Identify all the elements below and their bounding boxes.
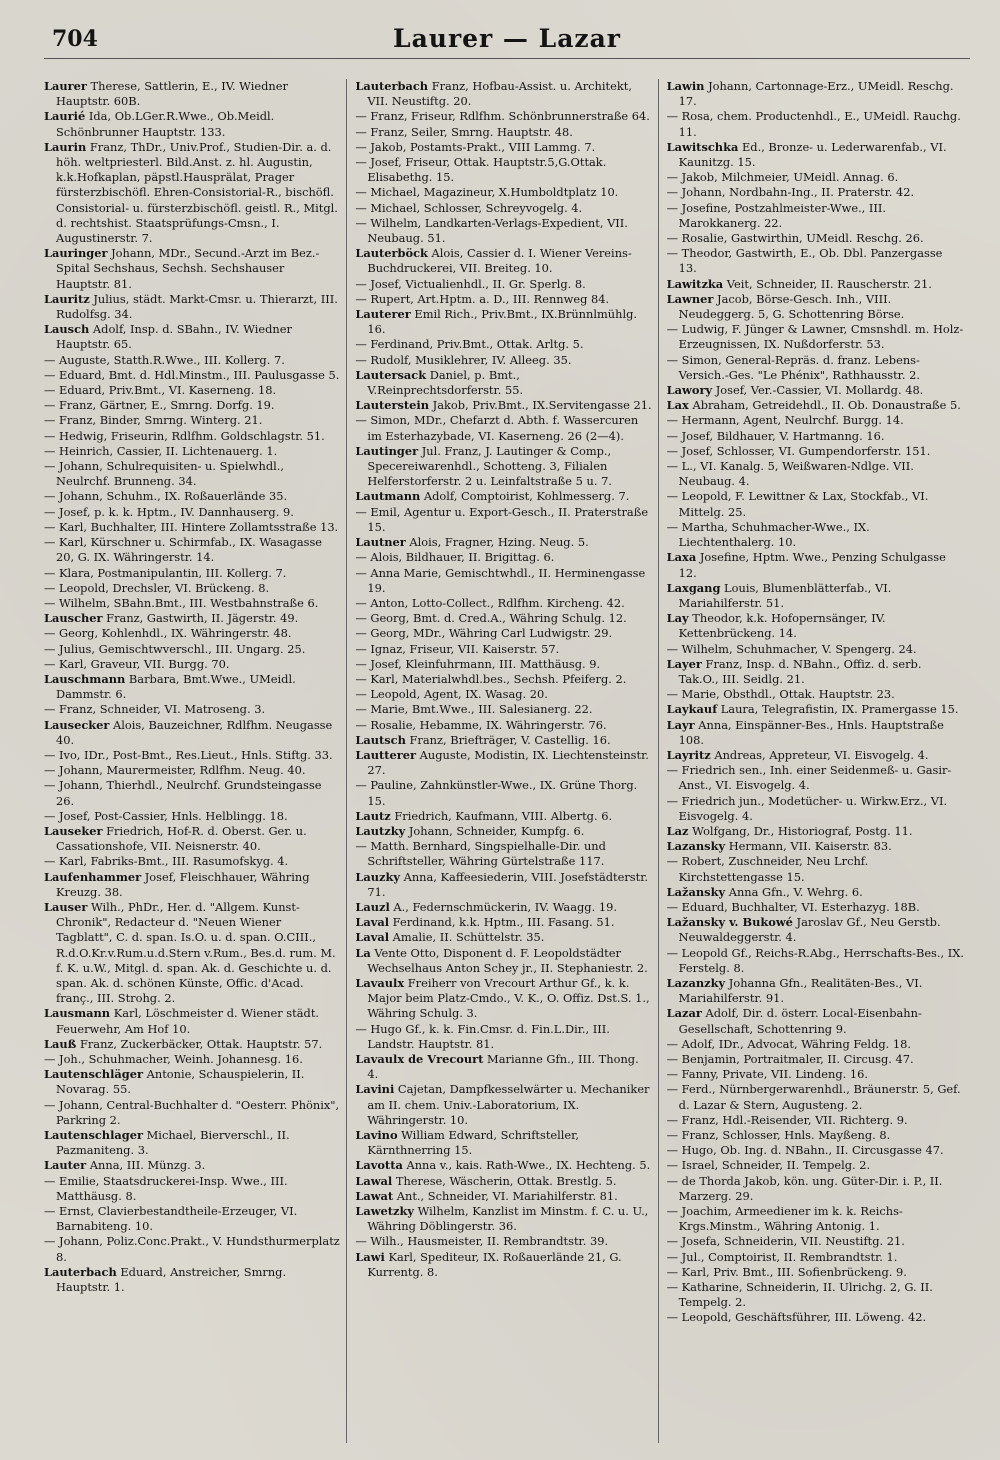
directory-entry: — Theodor, Gastwirth, E., Ob. Dbl. Panzergasse 13. (666, 246, 943, 276)
directory-entry: Lažansky v. Bukowé Jaroslav Gf., Neu Gerstb. Neuwaldeggerstr. 4. (666, 915, 941, 945)
directory-entry: — Ferd., Nürnbergerwarenhdl., Bräunerstr. 5, Gef. d. Lazar & Stern, Augusteng. 2. (666, 1082, 961, 1112)
directory-entry: Lauß Franz, Zuckerbäcker, Ottak. Hauptstr. 57. (44, 1036, 323, 1051)
directory-entry: — Josef, Friseur, Ottak. Hauptstr.5,G.Ottak. Elisabethg. 15. (355, 155, 607, 185)
directory-entry: La Vente Otto, Disponent d. F. Leopoldstädter Wechselhaus Anton Schey jr., II. Stephaniestr. 2. (355, 945, 648, 975)
directory-entry: — Georg, Bmt. d. Cred.A., Währing Schulg. 12. (355, 611, 627, 626)
directory-entry: — Ivo, IDr., Post-Bmt., Res.Lieut., Hnls. Stiftg. 33. (44, 747, 333, 762)
directory-entry: — Josef, Victualienhdl., II. Gr. Sperlg. 8. (355, 276, 586, 291)
directory-entry: — Eduard, Priv.Bmt., VI. Kaserneng. 18. (44, 383, 277, 398)
directory-entry: — Josef, Kleinfuhrmann, III. Matthäusg. 9. (355, 656, 601, 671)
directory-entry: — Hedwig, Friseurin, Rdlfhm. Goldschlagstr. 51. (44, 428, 325, 443)
directory-entry: — Karl, Kürschner u. Schirmfab., IX. Wasagasse 20, G. IX. Währingerstr. 14. (44, 535, 323, 565)
directory-entry: Lavotta Anna v., kais. Rath-Wwe., IX. Hechteng. 5. (355, 1158, 651, 1173)
directory-entry: — Leopold, Drechsler, VI. Brückeng. 8. (44, 580, 270, 595)
directory-entry: — Hugo Gf., k. k. Fin.Cmsr. d. Fin.L.Dir., III. Landstr. Hauptstr. 81. (355, 1021, 610, 1051)
directory-entry: — Karl, Materialwhdl.bes., Sechsh. Pfeiferg. 2. (355, 671, 627, 686)
directory-entry: Lautzky Johann, Schneider, Kumpfg. 6. (355, 823, 585, 838)
directory-entry: Lauschmann Barbara, Bmt.Wwe., UMeidl. Dammstr. 6. (44, 671, 296, 702)
directory-entry: Layr Anna, Einspänner-Bes., Hnls. Hauptstraße 108. (666, 717, 944, 747)
directory-entry: — Josef, Schlosser, VI. Gumpendorferstr. 151. (666, 443, 931, 458)
directory-entry: — Wilh., Hausmeister, II. Rembrandtstr. 39. (355, 1234, 609, 1249)
directory-entry: Lauringer Johann, MDr., Secund.-Arzt im Bez.-Spital Sechshaus, Sechsh. Sechshauser Hauptstr. 81. (44, 246, 320, 291)
directory-entry: Lawetzky Wilhelm, Kanzlist im Minstm. f. C. u. U., Währing Döblingerstr. 36. (355, 1204, 649, 1234)
column-right (667, 79, 970, 1443)
directory-entry: Lauritz Julius, städt. Markt-Cmsr. u. Thierarzt, III. Rudolfsg. 34. (44, 291, 338, 322)
directory-entry: Lautner Alois, Fragner, Hzing. Neug. 5. (355, 535, 589, 550)
directory-entry: Lautersack Daniel, p. Bmt., V.Reinprechtsdorferstr. 55. (355, 367, 524, 398)
directory-entry: — Emil, Agentur u. Export-Gesch., II. Praterstraße 15. (355, 504, 649, 534)
directory-entry: — Marie, Bmt.Wwe., III. Salesianerg. 22. (355, 702, 593, 717)
directory-entry: — Johann, Maurermeister, Rdlfhm. Neug. 40. (44, 763, 306, 778)
column-middle (355, 79, 658, 1443)
directory-entry: — L., VI. Kanalg. 5, Weißwaren-Ndlge. VII. Neubaug. 4. (666, 459, 914, 489)
directory-entry: Lausch Adolf, Insp. d. SBahn., IV. Wiedner Hauptstr. 65. (44, 322, 292, 352)
directory-entry: Lax Abraham, Getreidehdl., II. Ob. Donaustraße 5. (666, 398, 961, 413)
directory-entry: — Rosalie, Hebamme, IX. Währingerstr. 76. (355, 717, 607, 732)
directory-entry: — Hugo, Ob. Ing. d. NBahn., II. Circusgasse 47. (666, 1143, 944, 1158)
directory-entry: — Rudolf, Musiklehrer, IV. Alleeg. 35. (355, 352, 572, 367)
directory-entry: Laxa Josefine, Hptm. Wwe., Penzing Schulgasse 12. (666, 550, 946, 580)
directory-entry: — Fanny, Private, VII. Lindeng. 16. (666, 1067, 868, 1082)
directory-entry: Lawal Therese, Wäscherin, Ottak. Brestlg. 5. (355, 1173, 617, 1188)
directory-entry: — Klara, Postmanipulantin, III. Kollerg. 7. (44, 565, 287, 580)
directory-entry: — Jul., Comptoirist, II. Rembrandtstr. 1. (666, 1249, 898, 1264)
directory-entry: — Johann, Schuhm., IX. Roßauerlände 35. (44, 489, 288, 504)
directory-entry: — Marie, Obsthdl., Ottak. Hauptstr. 23. (666, 687, 895, 702)
directory-entry: Laz Wolfgang, Dr., Historiograf, Postg. 11. (666, 823, 913, 838)
directory-entry: — Franz, Seiler, Smrng. Hauptstr. 48. (355, 124, 573, 139)
directory-entry: — Johann, Thierhdl., Neulrchf. Grundsteingasse 26. (44, 778, 322, 808)
directory-entry: — Wilhelm, SBahn.Bmt., III. Westbahnstraße 6. (44, 595, 319, 610)
directory-entry: — Ludwig, F. Jünger & Lawner, Cmsnshdl. m. Holz-Erzeugnissen, IX. Nußdorferstr. 53. (666, 322, 964, 352)
directory-entry: — Julius, Gemischtwverschl., III. Ungarg. 25. (44, 641, 306, 656)
directory-entry: — Franz, Hdl.-Reisender, VII. Richterg. 9. (666, 1112, 908, 1127)
directory-entry: — Michael, Magazineur, X.Humboldtplatz 10. (355, 185, 619, 200)
directory-entry: — Ernst, Clavierbestandtheile-Erzeuger, VI. Barnabiteng. 10. (44, 1204, 298, 1234)
directory-entry: — Franz, Schneider, VI. Matroseng. 3. (44, 702, 266, 717)
directory-entry: — Benjamin, Portraitmaler, II. Circusg. 47. (666, 1052, 914, 1066)
directory-entry: Lawin Johann, Cartonnage-Erz., UMeidl. Reschg. 17. (666, 79, 954, 109)
directory-entry: Lautterer Auguste, Modistin, IX. Liechtensteinstr. 27. (355, 747, 649, 778)
directory-entry: Laykauf Laura, Telegrafistin, IX. Pramergasse 15. (666, 702, 959, 717)
page-number: 704 (52, 26, 98, 52)
directory-entry: — Joachim, Armeediener im k. k. Reichs-Krgs.Minstm., Währing Antonig. 1. (666, 1204, 903, 1234)
directory-entry: Lauterböck Alois, Cassier d. I. Wiener Vereins-Buchdruckerei, VII. Breiteg. 10. (355, 246, 632, 276)
directory-entry: Lauterstein Jakob, Priv.Bmt., IX.Servitengasse 21. (355, 398, 652, 413)
directory-entry: Laurer Therese, Sattlerin, E., IV. Wiedner Hauptstr. 60B. (44, 79, 288, 109)
directory-entry: Lauscher Franz, Gastwirth, II. Jägerstr. 49. (44, 611, 299, 626)
directory-entry: Lauseker Friedrich, Hof-R. d. Oberst. Ger. u. Cassationshofe, VII. Neisnerstr. 40. (44, 823, 307, 854)
directory-entry: — Jakob, Milchmeier, UMeidl. Annag. 6. (666, 170, 899, 185)
directory-entry: Lay Theodor, k.k. Hofopernsänger, IV. Kettenbrückeng. 14. (666, 611, 886, 641)
directory-entry: — Anton, Lotto-Collect., Rdlfhm. Kircheng. 42. (355, 595, 625, 610)
directory-entry: — Hermann, Agent, Neulrchf. Burgg. 14. (666, 413, 904, 428)
directory-entry: — Anna Marie, Gemischtwhdl., II. Herminengasse 19. (355, 565, 646, 595)
directory-entry: — Simon, General-Repräs. d. franz. Lebens-Versich.-Ges. "Le Phénix", Rathhausstr. 2. (666, 352, 920, 382)
directory-entry: — Johann, Schulrequisiten- u. Spielwhdl., Neulrchf. Brunneng. 34. (44, 459, 285, 489)
directory-entry: — Josef, Bildhauer, V. Hartmanng. 16. (666, 428, 885, 443)
directory-entry: Laurin Franz, ThDr., Univ.Prof., Studien-Dir. a. d. höh. weltpriesterl. Bild.Anst. z. hl. Augustin, k.k.Hofkaplan, päpstl.Hausprälat, Prager fürsterzbischöfl. Ehren-Consistorial-R., bischöfl. Consistorial- u. fürsterzbischöfl. geistl. R., Mitgl. d. rechtshist. Staatsprüfungs-Cmsn., I. Augustinerstr. 7. (44, 139, 338, 246)
directory-entry: — Pauline, Zahnkünstler-Wwe., IX. Grüne Thorg. 15. (355, 778, 638, 808)
directory-entry: Lausmann Karl, Löschmeister d. Wiener städt. Feuerwehr, Am Hof 10. (44, 1006, 320, 1036)
directory-entry: Laxgang Louis, Blumenblätterfab., VI. Mariahilferstr. 51. (666, 580, 892, 610)
directory-entry: Lawory Josef, Ver.-Cassier, VI. Mollardg. 48. (666, 383, 924, 398)
directory-entry: — Franz, Friseur, Rdlfhm. Schönbrunnerstraße 64. (355, 109, 650, 124)
directory-entry: Lawi Karl, Spediteur, IX. Roßauerlände 21, G. Kurrentg. 8. (355, 1249, 622, 1279)
directory-entry: — Franz, Binder, Smrng. Winterg. 21. (44, 413, 263, 428)
directory-entry: — Joh., Schuhmacher, Weinh. Johannesg. 16. (44, 1052, 303, 1066)
directory-entry: — Ferdinand, Priv.Bmt., Ottak. Arltg. 5. (355, 337, 584, 352)
directory-entry: — Adolf, IDr., Advocat, Währing Feldg. 18. (666, 1036, 912, 1051)
directory-entry: Lavino William Edward, Schriftsteller, Kärnthnerring 15. (355, 1128, 579, 1158)
directory-entry: — Wilhelm, Schuhmacher, V. Spengerg. 24. (666, 641, 917, 656)
directory-entry: Laufenhammer Josef, Fleischhauer, Währing Kreuzg. 38. (44, 869, 310, 899)
directory-entry: — Eduard, Buchhalter, VI. Esterhazyg. 18B. (666, 899, 920, 914)
directory-entry: — Franz, Gärtner, E., Smrng. Dorfg. 19. (44, 398, 275, 413)
directory-entry: Lazansky Hermann, VII. Kaiserstr. 83. (666, 839, 892, 854)
directory-entry: — Michael, Schlosser, Schreyvogelg. 4. (355, 200, 583, 215)
directory-entry: — Friedrich jun., Modetücher- u. Wirkw.Erz., VI. Eisvogelg. 4. (666, 793, 948, 823)
directory-entry: — Georg, Kohlenhdl., IX. Währingerstr. 48. (44, 626, 292, 641)
directory-entry: Lawner Jacob, Börse-Gesch. Inh., VIII. Neudeggerg. 5, G. Schottenring Börse. (666, 291, 905, 322)
directory-entry: — Rupert, Art.Hptm. a. D., III. Rennweg 84. (355, 291, 610, 306)
directory-entry: Laurié Ida, Ob.LGer.R.Wwe., Ob.Meidl. Schönbrunner Hauptstr. 133. (44, 109, 275, 139)
directory-entry: Lazanzky Johanna Gfn., Realitäten-Bes., VI. Mariahilferstr. 91. (666, 975, 923, 1006)
directory-entry: — Leopold Gf., Reichs-R.Abg., Herrschafts-Bes., IX. Ferstelg. 8. (666, 945, 964, 975)
directory-entry: Lausecker Alois, Bauzeichner, Rdlfhm. Neugasse 40. (44, 717, 333, 747)
directory-entry: — Karl, Graveur, VII. Burgg. 70. (44, 656, 230, 671)
directory-entry: — Josefine, Postzahlmeister-Wwe., III. Marokkanerg. 22. (666, 200, 887, 230)
directory-entry: — Karl, Priv. Bmt., III. Sofienbrückeng. 9. (666, 1264, 907, 1279)
directory-entry: Lauter Anna, III. Münzg. 3. (44, 1158, 206, 1173)
directory-entry: Lauzky Anna, Kaffeesiederin, VIII. Josefstädterstr. 71. (355, 869, 649, 899)
directory-entry: — Leopold, Geschäftsführer, III. Löweng. 42. (666, 1310, 927, 1325)
directory-entry: — Martha, Schuhmacher-Wwe., IX. Liechtenthalerg. 10. (666, 519, 870, 550)
directory-entry: — Emilie, Staatsdruckerei-Insp. Wwe., III. Matthäusg. 8. (44, 1173, 288, 1203)
directory-entry: Lauterbach Franz, Hofbau-Assist. u. Architekt, VII. Neustiftg. 20. (355, 79, 632, 109)
directory-entry: — Leopold, Agent, IX. Wasag. 20. (355, 687, 548, 702)
directory-entry: Lavaulx Freiherr von Vrecourt Arthur Gf., k. k. Major beim Platz-Cmdo., V. K., O. Offiz. Dst.S. 1., Währing Schulg. 3. (355, 975, 650, 1021)
directory-entry: — Franz, Schlosser, Hnls. Mayßeng. 8. (666, 1128, 891, 1143)
directory-entry: — Johann, Nordbahn-Ing., II. Praterstr. 42. (666, 185, 915, 200)
directory-entry: Laval Ferdinand, k.k. Hptm., III. Fasang. 51. (355, 915, 615, 930)
directory-entry: — Josefa, Schneiderin, VII. Neustiftg. 21. (666, 1234, 905, 1249)
directory-entry: Lavini Cajetan, Dampfkesselwärter u. Mechaniker am II. chem. Univ.-Laboratorium, IX. Währingerstr. 10. (355, 1082, 650, 1127)
directory-entry: — Johann, Poliz.Conc.Prakt., V. Hundsthurmerplatz 8. (44, 1234, 340, 1264)
directory-entry: Lautsch Franz, Briefträger, V. Castellig. 16. (355, 732, 611, 747)
column-left (44, 79, 347, 1443)
directory-entry: — Ignaz, Friseur, VII. Kaiserstr. 57. (355, 641, 560, 656)
directory-entry: — Jakob, Postamts-Prakt., VIII Lammg. 7. (355, 139, 596, 154)
directory-entry: — Leopold, F. Lewittner & Lax, Stockfab., VI. Mittelg. 25. (666, 489, 929, 519)
directory-entry: — Josef, p. k. k. Hptm., IV. Dannhauserg. 9. (44, 504, 294, 519)
directory-entry: Lauterbach Eduard, Anstreicher, Smrng. Hauptstr. 1. (44, 1264, 287, 1295)
directory-entry: Lawitzka Veit, Schneider, II. Rauscherstr. 21. (666, 276, 932, 291)
directory-entry: — Eduard, Bmt. d. Hdl.Minstm., III. Paulusgasse 5. (44, 367, 340, 382)
directory-entry: — Auguste, Statth.R.Wwe., III. Kollerg. 7. (44, 352, 285, 367)
directory-entry: — Johann, Central-Buchhalter d. "Oesterr. Phönix", Parkring 2. (44, 1097, 340, 1127)
directory-entry: — Matth. Bernhard, Singspielhalle-Dir. und Schriftsteller, Währing Gürtelstraße 117. (355, 839, 606, 869)
directory-entry: Lawat Ant., Schneider, VI. Mariahilferstr. 81. (355, 1188, 618, 1203)
directory-entry: Lautmann Adolf, Comptoirist, Kohlmesserg. 7. (355, 489, 630, 504)
directory-entry: Lautinger Jul. Franz, J. Lautinger & Comp., Specereiwarenhdl., Schotteng. 3, Filialen Helferstorferstr. 2 u. Leinfaltstraße 5 u. 7. (355, 443, 612, 489)
directory-entry: — Karl, Buchhalter, III. Hintere Zollamtsstraße 13. (44, 519, 339, 534)
directory-entry: — Simon, MDr., Chefarzt d. Abth. f. Wassercuren im Esterhazybade, VI. Kaserneng. 26 (2—4). (355, 413, 639, 443)
directory-entry: Layritz Andreas, Appreteur, VI. Eisvogelg. 4. (666, 747, 929, 762)
directory-entry: — de Thorda Jakob, kön. ung. Güter-Dir. i. P., II. Marzerg. 29. (666, 1173, 943, 1203)
directory-entry: — Alois, Bildhauer, II. Brigittag. 6. (355, 550, 555, 565)
directory-entry: Lauterer Emil Rich., Priv.Bmt., IX.Brünnlmühlg. 16. (355, 307, 637, 337)
directory-entry: — Josef, Post-Cassier, Hnls. Helblingg. 18. (44, 808, 288, 823)
directory-entry: Lauzl A., Federnschmückerin, IV. Waagg. 19. (355, 899, 617, 914)
directory-entry: Layer Franz, Insp. d. NBahn., Offiz. d. serb. Tak.O., III. Seidlg. 21. (666, 656, 922, 686)
page-header (44, 22, 970, 59)
directory-entry: — Katharine, Schneiderin, II. Ulrichg. 2, G. II. Tempelg. 2. (666, 1280, 933, 1310)
directory-entry: Lautenschlager Michael, Bierverschl., II. Pazmaniteng. 3. (44, 1128, 290, 1158)
directory-entry: — Robert, Zuschneider, Neu Lrchf. Kirchstettengasse 15. (666, 854, 869, 884)
directory-entry: — Rosalie, Gastwirthin, UMeidl. Reschg. 26. (666, 231, 924, 246)
directory-entry: — Friedrich sen., Inh. einer Seidenmeß- u. Gasir-Anst., VI. Eisvogelg. 4. (666, 763, 952, 793)
directory-columns (44, 79, 970, 1443)
directory-entry: Lawitschka Ed., Bronze- u. Lederwarenfab., VI. Kaunitzg. 15. (666, 139, 947, 170)
directory-entry: — Rosa, chem. Productenhdl., E., UMeidl. Rauchg. 11. (666, 109, 961, 139)
directory-entry: — Karl, Fabriks-Bmt., III. Rasumofskyg. 4. (44, 854, 289, 869)
directory-entry: Lažansky Anna Gfn., V. Wehrg. 6. (666, 884, 863, 899)
directory-entry: Laval Amalie, II. Schüttelstr. 35. (355, 930, 545, 945)
directory-entry: Lavaulx de Vrecourt Marianne Gfn., III. Thong. 4. (355, 1052, 639, 1082)
directory-entry: — Wilhelm, Landkarten-Verlags-Expedient, VII. Neubaug. 51. (355, 215, 628, 246)
directory-entry: — Israel, Schneider, II. Tempelg. 2. (666, 1158, 871, 1173)
directory-entry: Lautenschläger Antonie, Schauspielerin, II. Novarag. 55. (44, 1067, 305, 1097)
directory-entry: Lautz Friedrich, Kaufmann, VIII. Albertg. 6. (355, 808, 613, 823)
directory-entry: Lauser Wilh., PhDr., Her. d. "Allgem. Kunst-Chronik", Redacteur d. "Neuen Wiener Tagblatt", C. d. span. Is.O. u. d. span. O.CIII., R.d.O.Kr.v.Rum.u.d.Stern v.Rum., Bes.d. rum. M. f. K. u.W., Mitgl. d. span. Ak. d. Geschichte u. d. span. Ak. d. schönen Künste, Offic. d'Acad. franç., III. Strohg. 2. (44, 899, 336, 1006)
directory-entry: Lazar Adolf, Dir. d. österr. Local-Eisenbahn-Gesellschaft, Schottenring 9. (666, 1006, 922, 1036)
directory-entry: — Heinrich, Cassier, II. Lichtenauerg. 1. (44, 443, 278, 458)
running-title: Laurer — Lazar (393, 24, 621, 53)
directory-entry: — Georg, MDr., Währing Carl Ludwigstr. 29. (355, 626, 613, 641)
